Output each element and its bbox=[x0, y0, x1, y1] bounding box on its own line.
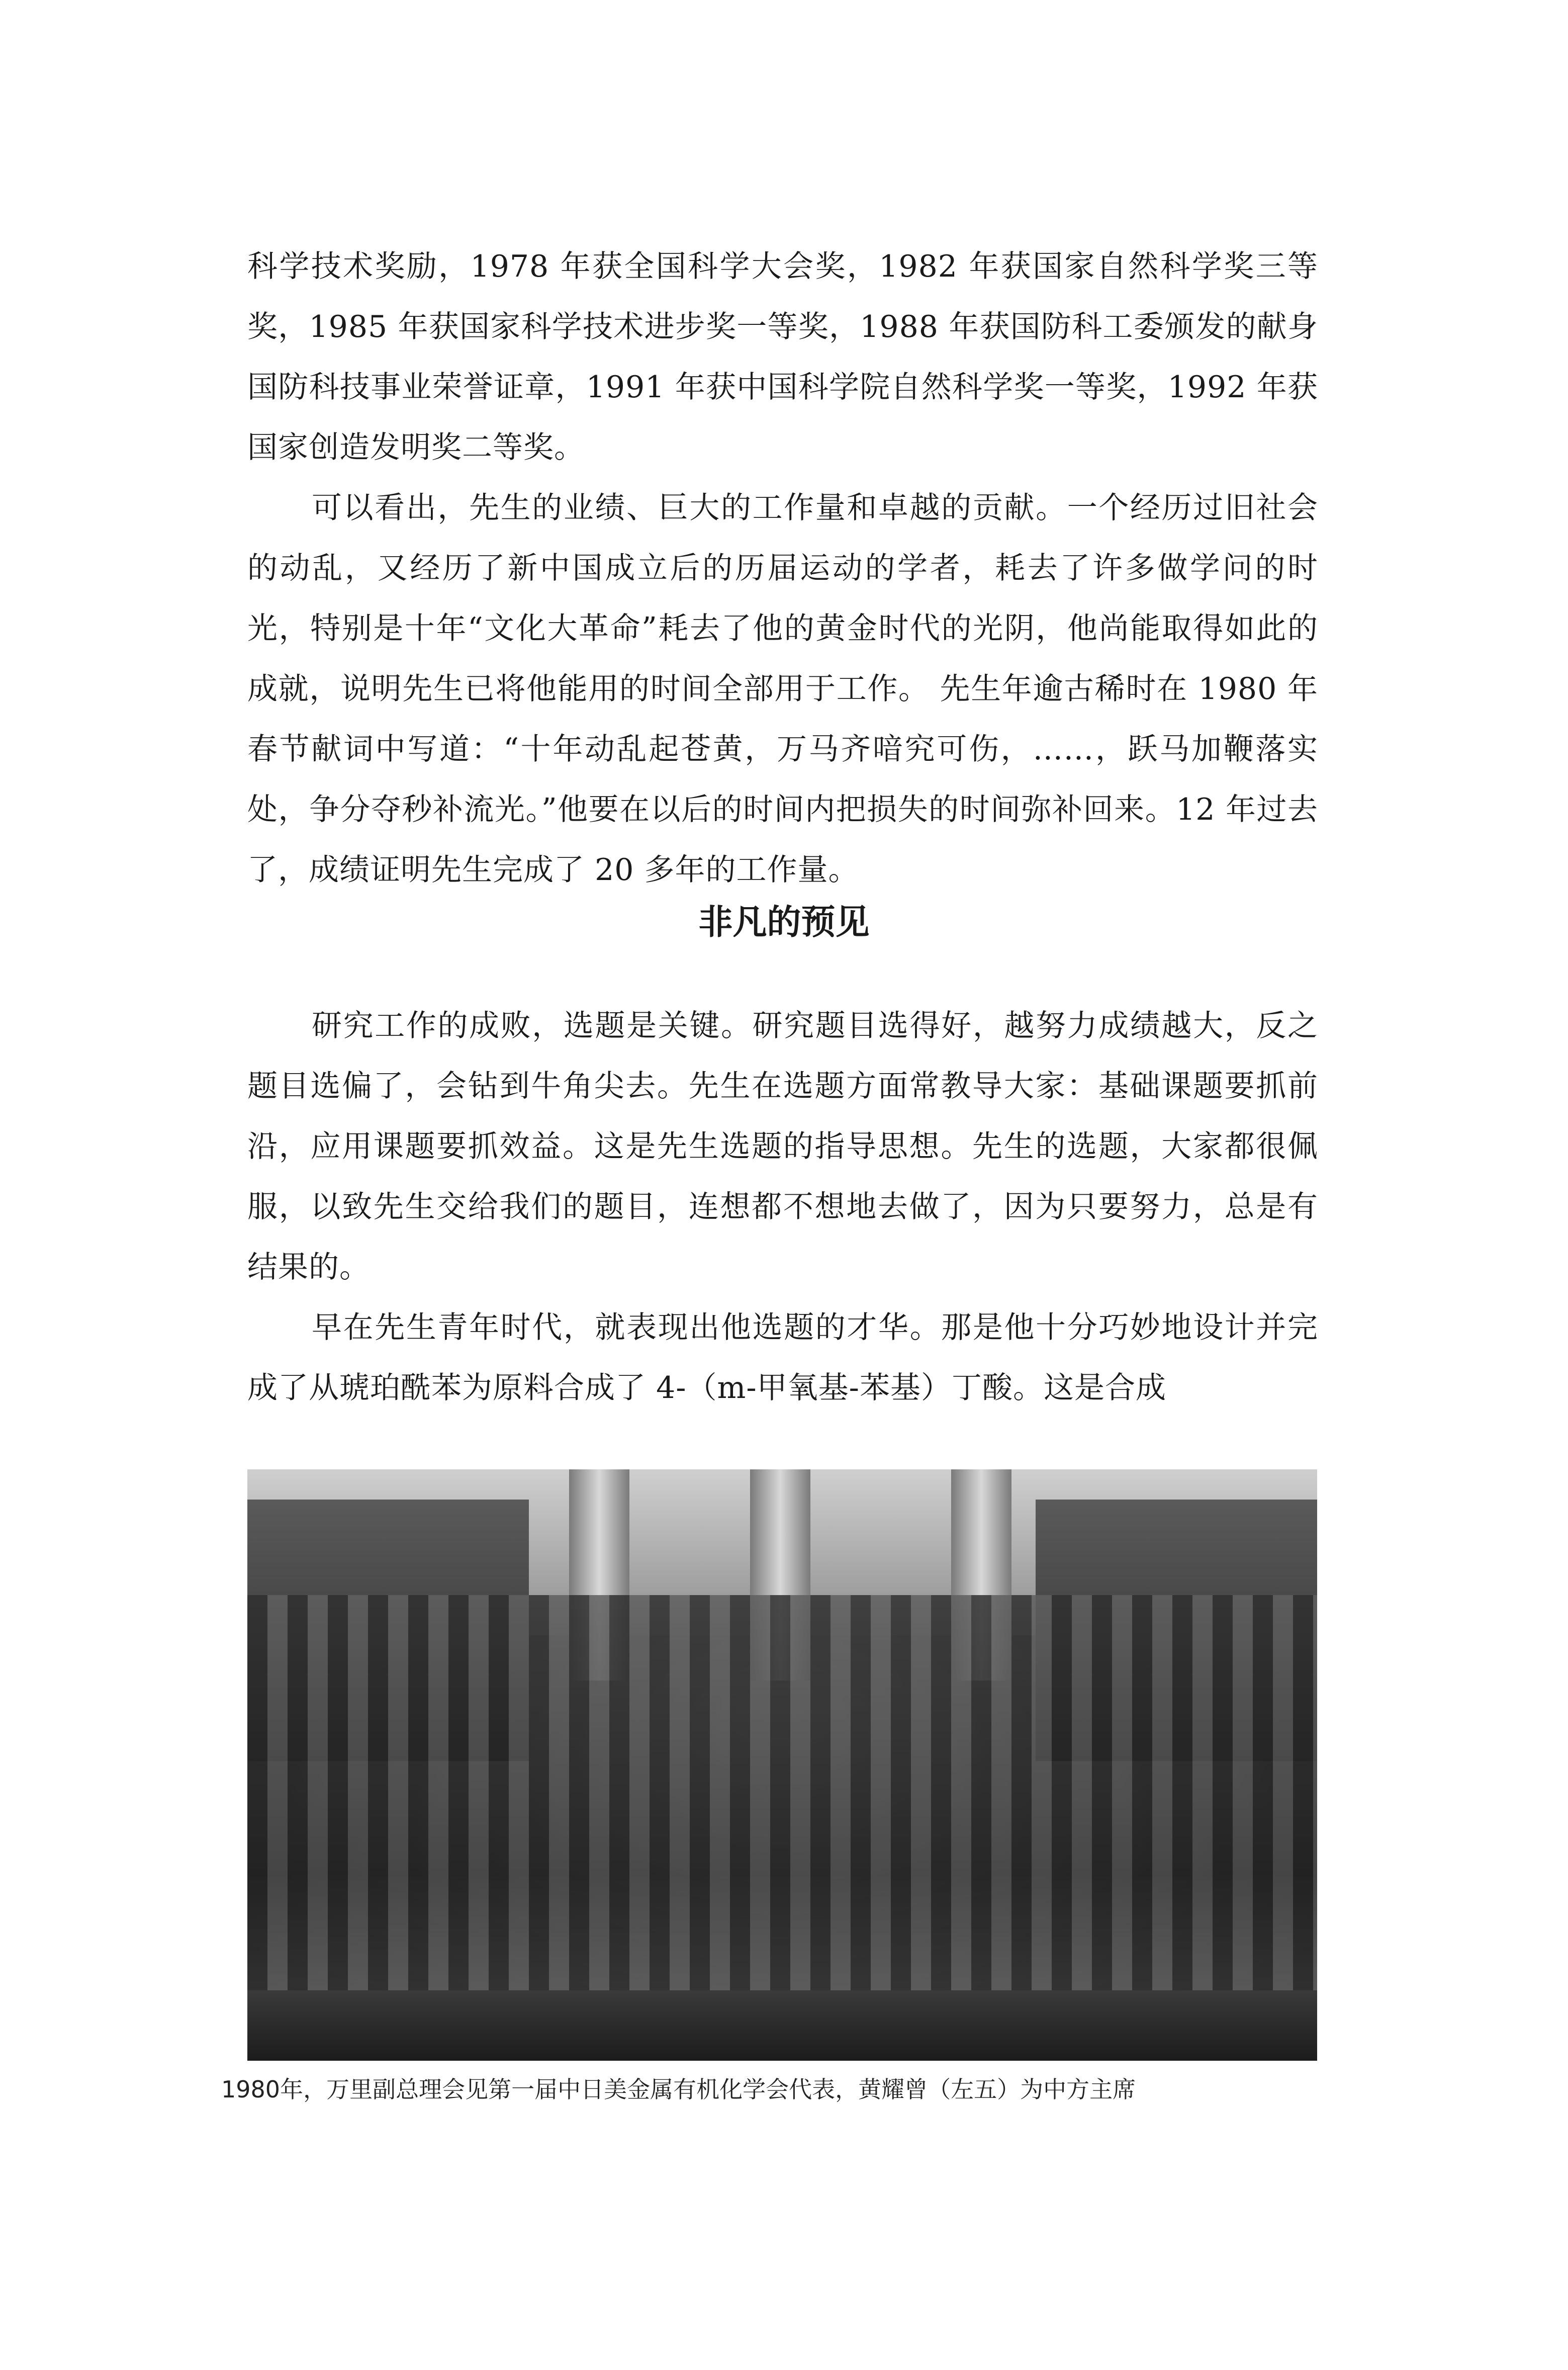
photo-floor bbox=[247, 1990, 1317, 2061]
paragraph-youth-talent: 早在先生青年时代，就表现出他选题的才华。那是他十分巧妙地设计并完成了从琥珀酰苯为原料合成了 4-（m-甲氧基-苯基）丁酸。这是合成 bbox=[247, 1310, 1318, 1406]
section-heading: 非凡的预见 bbox=[698, 903, 870, 942]
paragraph-topic-selection: 研究工作的成败，选题是关键。研究题目选得好，越努力成绩越大，反之题目选偏了，会钻到牛角尖去。先生在选题方面常教导大家：基础课题要抓前沿，应用课题要抓效益。这是先生选题的指导思想。先生的选题，大家都很佩服，以致先生交给我们的题目，连想都不想地去做了，因为只要努力，总是有结果的。 bbox=[247, 1008, 1318, 1285]
group-photo bbox=[247, 1469, 1317, 2061]
upper-text-block bbox=[247, 236, 1318, 900]
lower-text-block bbox=[247, 996, 1318, 1418]
paragraph-achievements: 可以看出，先生的业绩、巨大的工作量和卓越的贡献。一个经历过旧社会的动乱，又经历了新中国成立后的历届运动的学者，耗去了许多做学问的时光，特别是十年“文化大革命”耗去了他的黄金时代的光阴，他尚能取得如此的成就，说明先生已将他能用的时间全部用于工作。 先生年逾古稀时在 1980 年春节献词中写道：“十年动乱起苍黄，万马齐喑究可伤，……，跃马加鞭落实处，争分夺秒补流光。”他要在以后的时间内把损失的时间弥补回来。12 年过去了，成绩证明先生完成了 20 多年的工作量。 bbox=[247, 490, 1318, 888]
figure-caption: 1980年，万里副总理会见第一届中日美金属有机化学会代表，黄耀曾（左五）为中方主席 bbox=[221, 2076, 1136, 2103]
paragraph-awards: 科学技术奖励，1978 年获全国科学大会奖，1982 年获国家自然科学奖三等奖，1985 年获国家科学技术进步奖一等奖，1988 年获国防科工委颁发的献身国防科技事业荣誉证章，1991 年获中国科学院自然科学奖一等奖，1992 年获国家创造发明奖二等奖。 bbox=[247, 249, 1318, 465]
